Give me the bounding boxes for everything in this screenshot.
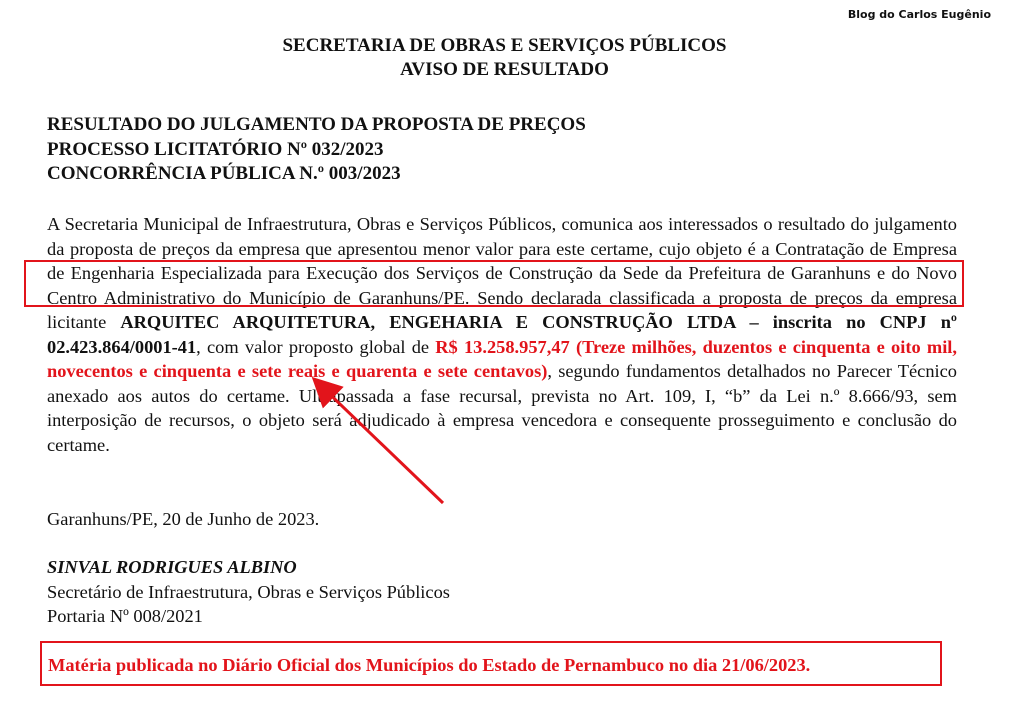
arrow-line [316, 381, 443, 503]
publication-note: Matéria publicada no Diário Oficial dos Municípios do Estado de Pernambuco no dia 21/06/2023. [48, 655, 811, 675]
body-intro: A Secretaria Municipal de Infraestrutura, Obras e Serviços Públicos, comunica aos interessados o resultado do julgamento da proposta de preços da empresa que apresentou menor valor para este certame, cujo objeto é a Contratação de Empresa de Engenharia Especializada para Execução dos Serviços de Construção da Sede da Prefeitura de Garanhuns e do Novo Centro Administrativo do Município de Garanhuns/PE. Sendo declarada classificada a proposta de preços da empresa licitante [47, 214, 957, 332]
heading-competition: CONCORRÊNCIA PÚBLICA N.º 003/2023 [47, 163, 401, 184]
signatory-portaria: Portaria Nº 008/2021 [47, 606, 203, 626]
signatory-name: SINVAL RODRIGUES ALBINO [47, 557, 297, 577]
heading-process: PROCESSO LICITATÓRIO Nº 032/2023 [47, 138, 384, 160]
date-line: Garanhuns/PE, 20 de Junho de 2023. [47, 509, 320, 529]
body-value-intro: , com valor proposto global de [196, 336, 436, 357]
company-name: ARQUITEC ARQUITETURA, ENGEHARIA E CONSTRUÇÃO LTDA – inscrita no CNPJ nº 02.423.864/0001-41 [47, 312, 957, 357]
blog-watermark: Blog do Carlos Eugênio [847, 8, 991, 21]
signatory-role: Secretário de Infraestrutura, Obras e Serviços Públicos [47, 581, 450, 602]
department-title: SECRETARIA DE OBRAS E SERVIÇOS PÚBLICOS [282, 35, 727, 56]
heading-result: RESULTADO DO JULGAMENTO DA PROPOSTA DE PREÇOS [47, 114, 586, 135]
proposal-value: R$ 13.258.957,47 (Treze milhões, duzentos e cinquenta e oito mil, novecentos e cinquenta e sete reais e quarenta e sete centavos) [47, 336, 958, 381]
body-conclusion: , segundo fundamentos detalhados no Parecer Técnico anexado aos autos do certame. Ultrapassada a fase recursal, prevista no Art. 109, I, “b” da Lei n.º 8.666/93, sem interposição de recursos, o objeto será adjudicado à empresa vencedora e consequente prosseguimento e conclusão do certame. [47, 361, 957, 455]
notice-title: AVISO DE RESULTADO [400, 59, 609, 80]
